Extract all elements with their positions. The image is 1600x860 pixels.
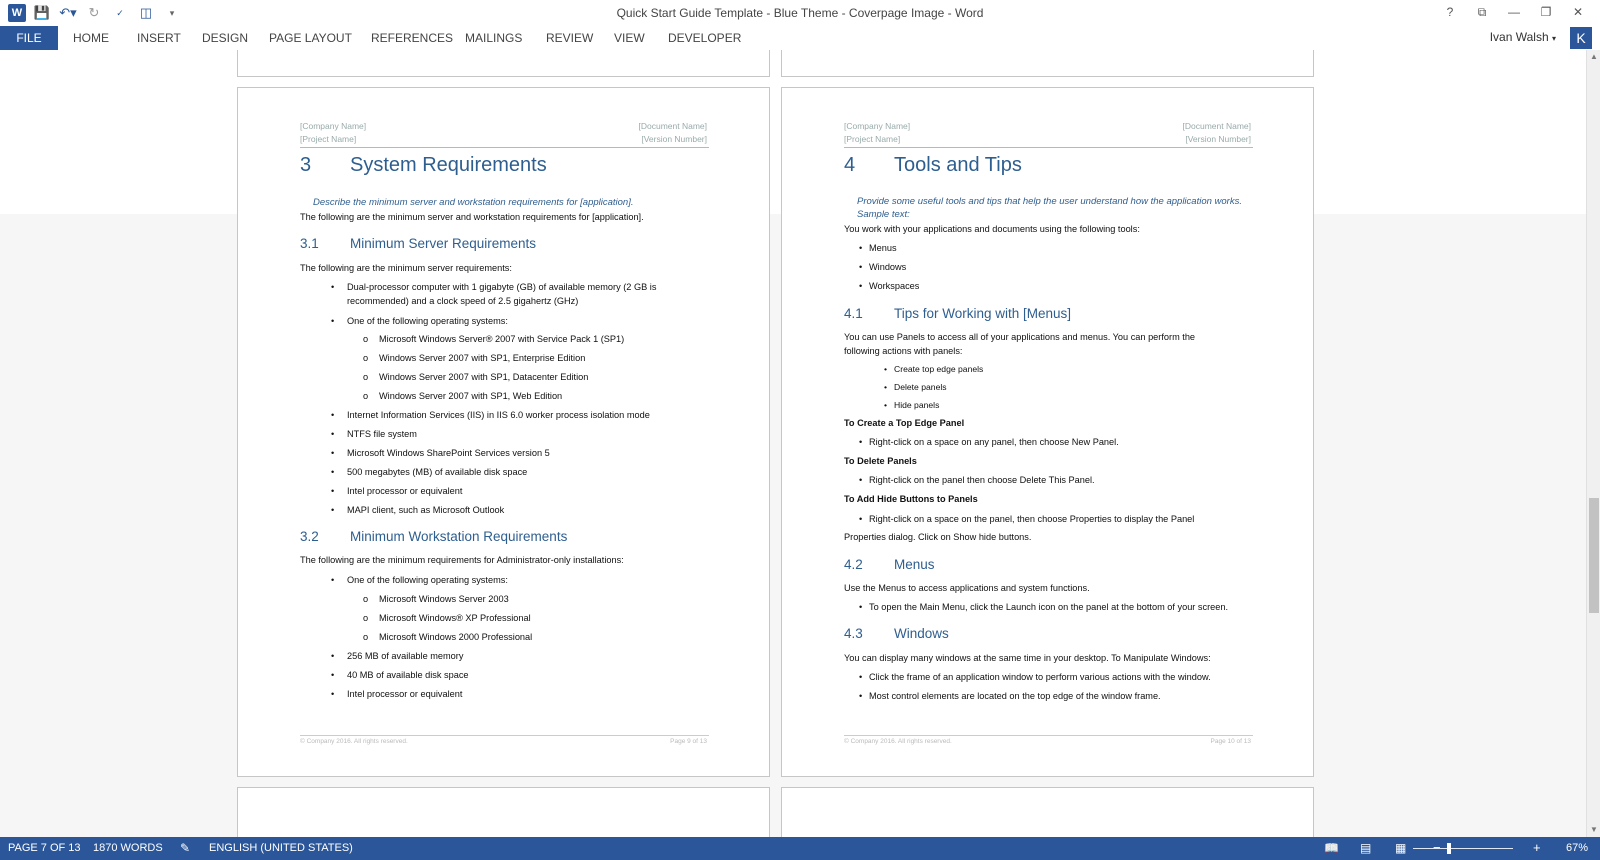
chevron-down-icon: ▾ <box>1551 34 1556 43</box>
redo-icon[interactable]: ↻ <box>88 5 100 20</box>
list-item: • Right-click on a space on any panel, then choose New Panel. <box>859 437 1119 447</box>
word-count[interactable]: 1870 WORDS <box>93 842 163 854</box>
list-item: • Internet Information Services (IIS) in IIS 6.0 worker process isolation mode <box>331 410 650 420</box>
document-area[interactable] <box>0 50 1586 837</box>
heading-number: 4 <box>844 154 856 176</box>
user-name-label: Ivan Walsh <box>1489 30 1549 44</box>
footer-rule <box>300 735 709 736</box>
previous-page-left <box>237 50 770 77</box>
subheading: To Delete Panels <box>844 456 917 466</box>
header-rule <box>300 147 709 148</box>
save-icon[interactable]: 💾 <box>33 5 51 20</box>
list-item: • Intel processor or equivalent <box>331 486 463 496</box>
paragraph: Use the Menus to access applications and system functions. <box>844 583 1090 593</box>
list-item: • Most control elements are located on the top edge of the window frame. <box>859 691 1161 701</box>
heading-text: Windows <box>894 626 949 641</box>
heading-number: 4.2 <box>844 557 863 572</box>
version-number: [Version Number] <box>641 134 707 144</box>
list-item: • NTFS file system <box>331 429 417 439</box>
minimize-icon[interactable]: — <box>1508 5 1520 19</box>
page-9[interactable] <box>237 87 770 777</box>
heading-number: 3.2 <box>300 529 319 544</box>
previous-page-right <box>781 50 1314 77</box>
header-left <box>844 120 910 146</box>
tab-file[interactable]: FILE <box>0 26 58 50</box>
word-logo-icon[interactable]: W <box>8 4 26 22</box>
header-right <box>639 120 708 146</box>
subheading: To Add Hide Buttons to Panels <box>844 494 978 504</box>
heading-3-1 <box>300 236 536 251</box>
scrollbar-thumb[interactable] <box>1589 498 1599 613</box>
tab-references[interactable]: REFERENCES <box>371 31 454 45</box>
paragraph: You can use Panels to access all of your applications and menus. You can perform the <box>844 332 1196 342</box>
paragraph: Properties dialog. Click on Show hide buttons. <box>844 532 1032 542</box>
heading-4-2 <box>844 557 935 572</box>
list-item: • One of the following operating systems: <box>331 575 508 585</box>
zoom-slider[interactable] <box>1413 848 1513 849</box>
ribbon-display-icon[interactable]: ⧉ <box>1477 4 1487 19</box>
scroll-down-icon[interactable]: ▼ <box>1590 825 1598 834</box>
tab-home[interactable]: HOME <box>73 31 109 45</box>
header-right <box>1183 120 1252 146</box>
list-item: • 500 megabytes (MB) of available disk space <box>331 467 528 477</box>
heading-number: 3 <box>300 154 312 176</box>
page-10[interactable] <box>781 87 1314 777</box>
heading-text: Menus <box>894 557 935 572</box>
zoom-in-icon[interactable]: + <box>1533 840 1541 855</box>
list-item: • Microsoft Windows SharePoint Services version 5 <box>331 448 550 458</box>
footer-copyright: © Company 2016. All rights reserved. <box>300 738 408 745</box>
footer-page-number: Page 10 of 13 <box>1210 738 1251 745</box>
project-name: [Project Name] <box>300 134 357 144</box>
list-item: o Microsoft Windows Server 2003 <box>363 594 509 604</box>
avatar[interactable]: K <box>1570 27 1592 49</box>
list-item: • Menus <box>859 243 897 253</box>
heading-number: 4.1 <box>844 306 863 321</box>
heading-number: 4.3 <box>844 626 863 641</box>
ribbon-tabs <box>0 26 1600 50</box>
next-page-left <box>237 787 770 837</box>
language[interactable]: ENGLISH (UNITED STATES) <box>209 842 353 854</box>
list-item: • 40 MB of available disk space <box>331 670 469 680</box>
zoom-level[interactable]: 67% <box>1566 842 1589 854</box>
paragraph: You can display many windows at the same time in your desktop. To Manipulate Windows: <box>844 653 1211 663</box>
list-item: o Microsoft Windows® XP Professional <box>363 613 531 623</box>
print-layout-icon[interactable]: ◫ <box>139 5 153 20</box>
paragraph: following actions with panels: <box>844 346 963 356</box>
read-mode-icon[interactable]: 📖 <box>1324 841 1339 855</box>
instruction-text: Describe the minimum server and workstation requirements for [application]. <box>313 197 634 208</box>
heading-text: Minimum Workstation Requirements <box>350 529 568 544</box>
page-count[interactable]: PAGE 7 OF 13 <box>8 842 81 854</box>
status-bar <box>0 837 1600 860</box>
document-name: [Document Name] <box>638 121 707 131</box>
restore-icon[interactable]: ❐ <box>1540 5 1552 19</box>
list-item: • Dual-processor computer with 1 gigabyte (GB) of available memory (2 GB is recommended) and a clock speed of 2.5 gigahertz (GHz) <box>331 282 657 306</box>
list-item: • Hide panels <box>884 400 940 410</box>
heading-text: Tips for Working with [Menus] <box>894 306 1072 321</box>
list-item: • Delete panels <box>884 382 947 392</box>
project-name: [Project Name] <box>844 134 901 144</box>
tab-design[interactable]: DESIGN <box>202 31 249 45</box>
paragraph: The following are the minimum server and workstation requirements for [application]. <box>300 212 644 222</box>
heading-4-1 <box>844 306 1071 321</box>
next-page-right <box>781 787 1314 837</box>
tab-insert[interactable]: INSERT <box>137 31 181 45</box>
list-item: • Windows <box>859 262 907 272</box>
list-item: • Create top edge panels <box>884 364 984 374</box>
document-name: [Document Name] <box>1182 121 1251 131</box>
list-item: o Windows Server 2007 with SP1, Datacenter Edition <box>363 372 589 382</box>
list-item: • Click the frame of an application window to perform various actions with the window. <box>859 672 1211 682</box>
list-item: • To open the Main Menu, click the Launch icon on the panel at the bottom of your screen. <box>859 602 1229 612</box>
list-item: • Intel processor or equivalent <box>331 689 463 699</box>
undo-icon[interactable]: ↶▾ <box>59 5 77 20</box>
footer-copyright: © Company 2016. All rights reserved. <box>844 738 952 745</box>
zoom-slider-handle[interactable] <box>1447 843 1451 854</box>
vertical-scrollbar[interactable] <box>1586 50 1600 837</box>
footer-page-number: Page 9 of 13 <box>670 738 707 745</box>
paragraph: You work with your applications and documents using the following tools: <box>844 224 1140 234</box>
version-number: [Version Number] <box>1185 134 1251 144</box>
close-icon[interactable]: ✕ <box>1572 5 1584 19</box>
header-left <box>300 120 366 146</box>
heading-4-3 <box>844 626 949 641</box>
paragraph: The following are the minimum requirements for Administrator-only installations: <box>300 555 624 565</box>
proofing-icon[interactable]: ✎ <box>180 841 191 855</box>
list-item: • Right-click on a space on the panel, then choose Properties to display the Panel <box>859 514 1195 524</box>
list-item: • Right-click on the panel then choose Delete This Panel. <box>859 475 1095 485</box>
instruction-text: Provide some useful tools and tips that help the user understand how the application works. Sample text: <box>857 196 1242 220</box>
customize-icon[interactable]: ▾ <box>169 7 175 18</box>
spelling-icon[interactable]: ✓ <box>116 7 124 18</box>
list-item: • 256 MB of available memory <box>331 651 464 661</box>
user-name[interactable] <box>1490 30 1556 44</box>
help-icon[interactable]: ? <box>1446 5 1454 19</box>
subheading: To Create a Top Edge Panel <box>844 418 965 428</box>
tab-mailings[interactable]: MAILINGS <box>465 31 523 45</box>
header-rule <box>844 147 1253 148</box>
list-item: o Microsoft Windows Server® 2007 with Service Pack 1 (SP1) <box>363 334 625 344</box>
print-layout-view-icon[interactable]: ▤ <box>1360 841 1372 855</box>
heading-text: Minimum Server Requirements <box>350 236 537 251</box>
list-item: o Windows Server 2007 with SP1, Web Edition <box>363 391 563 401</box>
heading-3-2 <box>300 529 567 544</box>
heading-text: Tools and Tips <box>894 154 1022 176</box>
list-item: • One of the following operating systems: <box>331 316 508 326</box>
window-controls <box>1436 2 1592 22</box>
heading-4 <box>844 154 1022 177</box>
company-name: [Company Name] <box>300 121 367 131</box>
tab-page-layout[interactable]: PAGE LAYOUT <box>269 31 352 45</box>
web-layout-icon[interactable]: ▦ <box>1395 841 1407 855</box>
list-item: • MAPI client, such as Microsoft Outlook <box>331 505 505 515</box>
company-name: [Company Name] <box>844 121 911 131</box>
tab-review[interactable]: REVIEW <box>546 31 594 45</box>
heading-text: System Requirements <box>350 154 547 176</box>
list-item: • Workspaces <box>859 281 920 291</box>
paragraph: The following are the minimum server requirements: <box>300 263 512 273</box>
list-item: o Windows Server 2007 with SP1, Enterprise Edition <box>363 353 586 363</box>
heading-number: 3.1 <box>300 236 319 251</box>
window-title: Quick Start Guide Template - Blue Theme - Coverpage Image - Word <box>616 6 984 20</box>
scroll-up-icon[interactable]: ▲ <box>1590 52 1598 61</box>
tab-developer[interactable]: DEVELOPER <box>668 31 742 45</box>
tab-view[interactable]: VIEW <box>614 31 645 45</box>
title-bar <box>0 0 1600 26</box>
heading-3 <box>300 154 547 177</box>
list-item: o Microsoft Windows 2000 Professional <box>363 632 533 642</box>
footer-rule <box>844 735 1253 736</box>
